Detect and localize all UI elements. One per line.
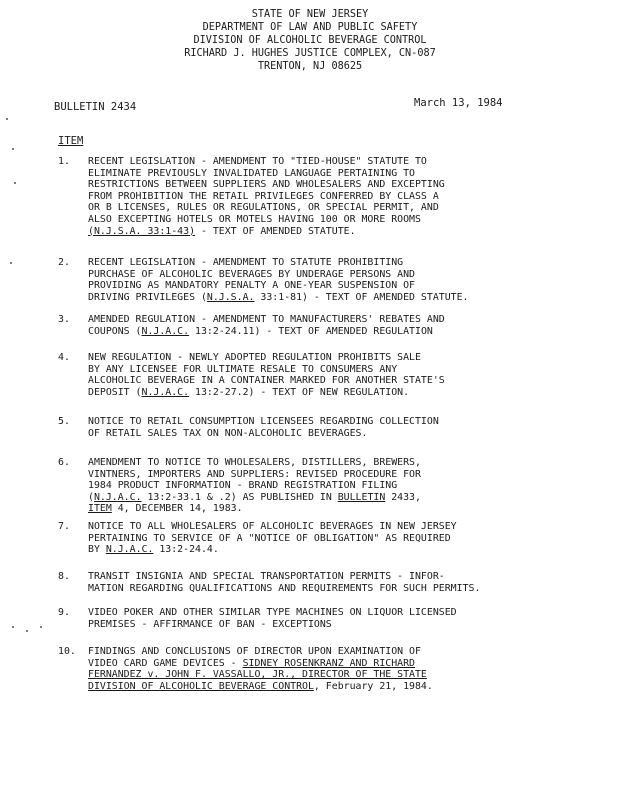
item-text-fragment: ( bbox=[88, 491, 94, 503]
item-text-line bbox=[88, 681, 573, 693]
item-text-line: PURCHASE OF ALCOHOLIC BEVERAGES BY UNDERAGE PERSONS AND bbox=[88, 268, 415, 280]
item-number: 5. bbox=[58, 416, 70, 427]
item-text-fragment: DEPOSIT ( bbox=[88, 386, 142, 398]
item-text-fragment: COUPONS ( bbox=[88, 325, 142, 337]
item-number: 8. bbox=[58, 571, 70, 582]
item-text-fragment: , February 21, 1984. bbox=[313, 680, 433, 692]
item-text-line: OR B LICENSES, RULES OR REGULATIONS, OR SPECIAL PERMIT, AND bbox=[88, 202, 439, 214]
regulation-citation: N.J.A.C. bbox=[141, 386, 190, 398]
item-text-fragment: 2433, bbox=[385, 491, 421, 503]
scan-speck bbox=[10, 262, 12, 264]
item-text-line: RESTRICTIONS BETWEEN SUPPLIERS AND WHOLESALERS AND EXCEPTING bbox=[88, 179, 445, 191]
item-number: 4. bbox=[58, 352, 70, 363]
item-text-fragment: 13:2-27.2) - TEXT OF NEW REGULATION. bbox=[189, 386, 410, 398]
item-text-line: MATION REGARDING QUALIFICATIONS AND REQUIREMENTS FOR SUCH PERMITS. bbox=[88, 582, 481, 594]
item-text-line: PROVIDING AS MANDATORY PENALTY A ONE-YEAR SUSPENSION OF bbox=[88, 280, 415, 292]
bulletin-reference: BULLETIN bbox=[337, 491, 386, 503]
scan-speck bbox=[26, 630, 28, 632]
scan-speck bbox=[40, 626, 42, 628]
item-number: 3. bbox=[58, 314, 70, 325]
item-text-line: OF RETAIL SALES TAX ON NON-ALCOHOLIC BEVERAGES. bbox=[88, 427, 368, 439]
item-text-fragment: 13:2-33.1 & .2) AS PUBLISHED IN bbox=[141, 491, 338, 503]
case-name: FERNANDEZ v. JOHN F. VASSALLO, JR., DIRECTOR OF THE STATE bbox=[88, 669, 427, 681]
item-text-line bbox=[88, 503, 573, 515]
item-text-fragment: 13:2-24.11) - TEXT OF AMENDED REGULATION bbox=[189, 325, 433, 337]
item-number: 7. bbox=[58, 521, 70, 532]
item-text-line: PREMISES - AFFIRMANCE OF BAN - EXCEPTIONS bbox=[88, 618, 332, 630]
item-text-fragment: 4, DECEMBER 14, 1983. bbox=[111, 503, 243, 515]
item-number: 9. bbox=[58, 607, 70, 618]
item-text-line: FINDINGS AND CONCLUSIONS OF DIRECTOR UPON EXAMINATION OF bbox=[88, 646, 421, 657]
item-text-fragment: BY bbox=[88, 544, 106, 556]
scan-speck bbox=[6, 118, 8, 120]
item-text-line: NOTICE TO RETAIL CONSUMPTION LICENSEES REGARDING COLLECTION bbox=[88, 416, 439, 427]
case-name: SIDNEY ROSENKRANZ AND RICHARD bbox=[242, 657, 415, 669]
item-text-line: PERTAINING TO SERVICE OF A "NOTICE OF OBLIGATION" AS REQUIRED bbox=[88, 532, 451, 544]
scan-speck bbox=[12, 148, 14, 150]
item-text-line: ALCOHOLIC BEVERAGE IN A CONTAINER MARKED FOR ANOTHER STATE'S bbox=[88, 375, 445, 387]
letterhead-division: DIVISION OF ALCOHOLIC BEVERAGE CONTROL bbox=[193, 35, 427, 46]
item-text-fragment: VIDEO CARD GAME DEVICES - bbox=[88, 657, 243, 669]
item-number: 2. bbox=[58, 257, 70, 268]
item-text-line: RECENT LEGISLATION - AMENDMENT TO "TIED-HOUSE" STATUTE TO bbox=[88, 156, 427, 167]
bulletin-date: March 13, 1984 bbox=[414, 97, 503, 109]
item-text-fragment: 13:2-24.4. bbox=[153, 544, 219, 556]
item-text-line: VINTNERS, IMPORTERS AND SUPPLIERS: REVISED PROCEDURE FOR bbox=[88, 468, 421, 480]
letterhead-city: TRENTON, NJ 08625 bbox=[257, 61, 363, 72]
letterhead-department: DEPARTMENT OF LAW AND PUBLIC SAFETY bbox=[202, 22, 418, 33]
item-text-line: NEW REGULATION - NEWLY ADOPTED REGULATION PROHIBITS SALE bbox=[88, 352, 421, 363]
item-text-line: RECENT LEGISLATION - AMENDMENT TO STATUTE PROHIBITING bbox=[88, 257, 404, 268]
regulation-citation: N.J.A.C. bbox=[105, 544, 154, 556]
item-text-line: 1984 PRODUCT INFORMATION - BRAND REGISTRATION FILING bbox=[88, 480, 398, 492]
item-reference: ITEM bbox=[88, 503, 112, 515]
item-heading: ITEM bbox=[58, 135, 84, 147]
item-text-line bbox=[88, 326, 573, 338]
letterhead-address: RICHARD J. HUGHES JUSTICE COMPLEX, CN-087 bbox=[184, 48, 436, 59]
item-text-line bbox=[88, 226, 573, 238]
scan-speck bbox=[14, 182, 16, 184]
bulletin-number: BULLETIN 2434 bbox=[54, 101, 137, 113]
item-text-line bbox=[88, 387, 573, 399]
letterhead-state: STATE OF NEW JERSEY bbox=[251, 9, 369, 20]
item-text-line: ALSO EXCEPTING HOTELS OR MOTELS HAVING 100 OR MORE ROOMS bbox=[88, 213, 421, 225]
item-text-fragment: - TEXT OF AMENDED STATUTE. bbox=[195, 225, 356, 237]
case-name: DIVISION OF ALCOHOLIC BEVERAGE CONTROL bbox=[88, 680, 314, 692]
letterhead bbox=[120, 8, 500, 73]
scan-speck bbox=[12, 626, 14, 628]
regulation-citation: N.J.A.C. bbox=[141, 325, 190, 337]
item-text-line: AMENDED REGULATION - AMENDMENT TO MANUFACTURERS' REBATES AND bbox=[88, 314, 445, 325]
item-number: 10. bbox=[58, 646, 76, 657]
item-text-line: ELIMINATE PREVIOUSLY INVALIDATED LANGUAGE PERTAINING TO bbox=[88, 167, 415, 179]
item-text-line: BY ANY LICENSEE FOR ULTIMATE RESALE TO CONSUMERS ANY bbox=[88, 363, 398, 375]
regulation-citation: N.J.A.C. bbox=[93, 491, 142, 503]
item-text-line: VIDEO POKER AND OTHER SIMILAR TYPE MACHINES ON LIQUOR LICENSED bbox=[88, 607, 457, 618]
item-number: 6. bbox=[58, 457, 70, 468]
item-text-line bbox=[88, 292, 573, 304]
item-text-line bbox=[88, 544, 573, 556]
item-number: 1. bbox=[58, 156, 70, 167]
item-text-fragment: 33:1-81) - TEXT OF AMENDED STATUTE. bbox=[254, 291, 469, 303]
item-text-fragment: DRIVING PRIVILEGES ( bbox=[88, 291, 207, 303]
statute-citation: N.J.S.A. bbox=[206, 291, 255, 303]
item-text-line: FROM PROHIBITION THE RETAIL PRIVILEGES CONFERRED BY CLASS A bbox=[88, 190, 439, 202]
item-text-line: NOTICE TO ALL WHOLESALERS OF ALCOHOLIC BEVERAGES IN NEW JERSEY bbox=[88, 521, 457, 532]
statute-citation: (N.J.S.A. 33:1-43) bbox=[88, 225, 196, 237]
item-text-line: AMENDMENT TO NOTICE TO WHOLESALERS, DISTILLERS, BREWERS, bbox=[88, 457, 421, 468]
item-text-line bbox=[88, 492, 573, 504]
item-text-line bbox=[88, 658, 573, 670]
item-text-line: TRANSIT INSIGNIA AND SPECIAL TRANSPORTATION PERMITS - INFOR- bbox=[88, 571, 445, 582]
